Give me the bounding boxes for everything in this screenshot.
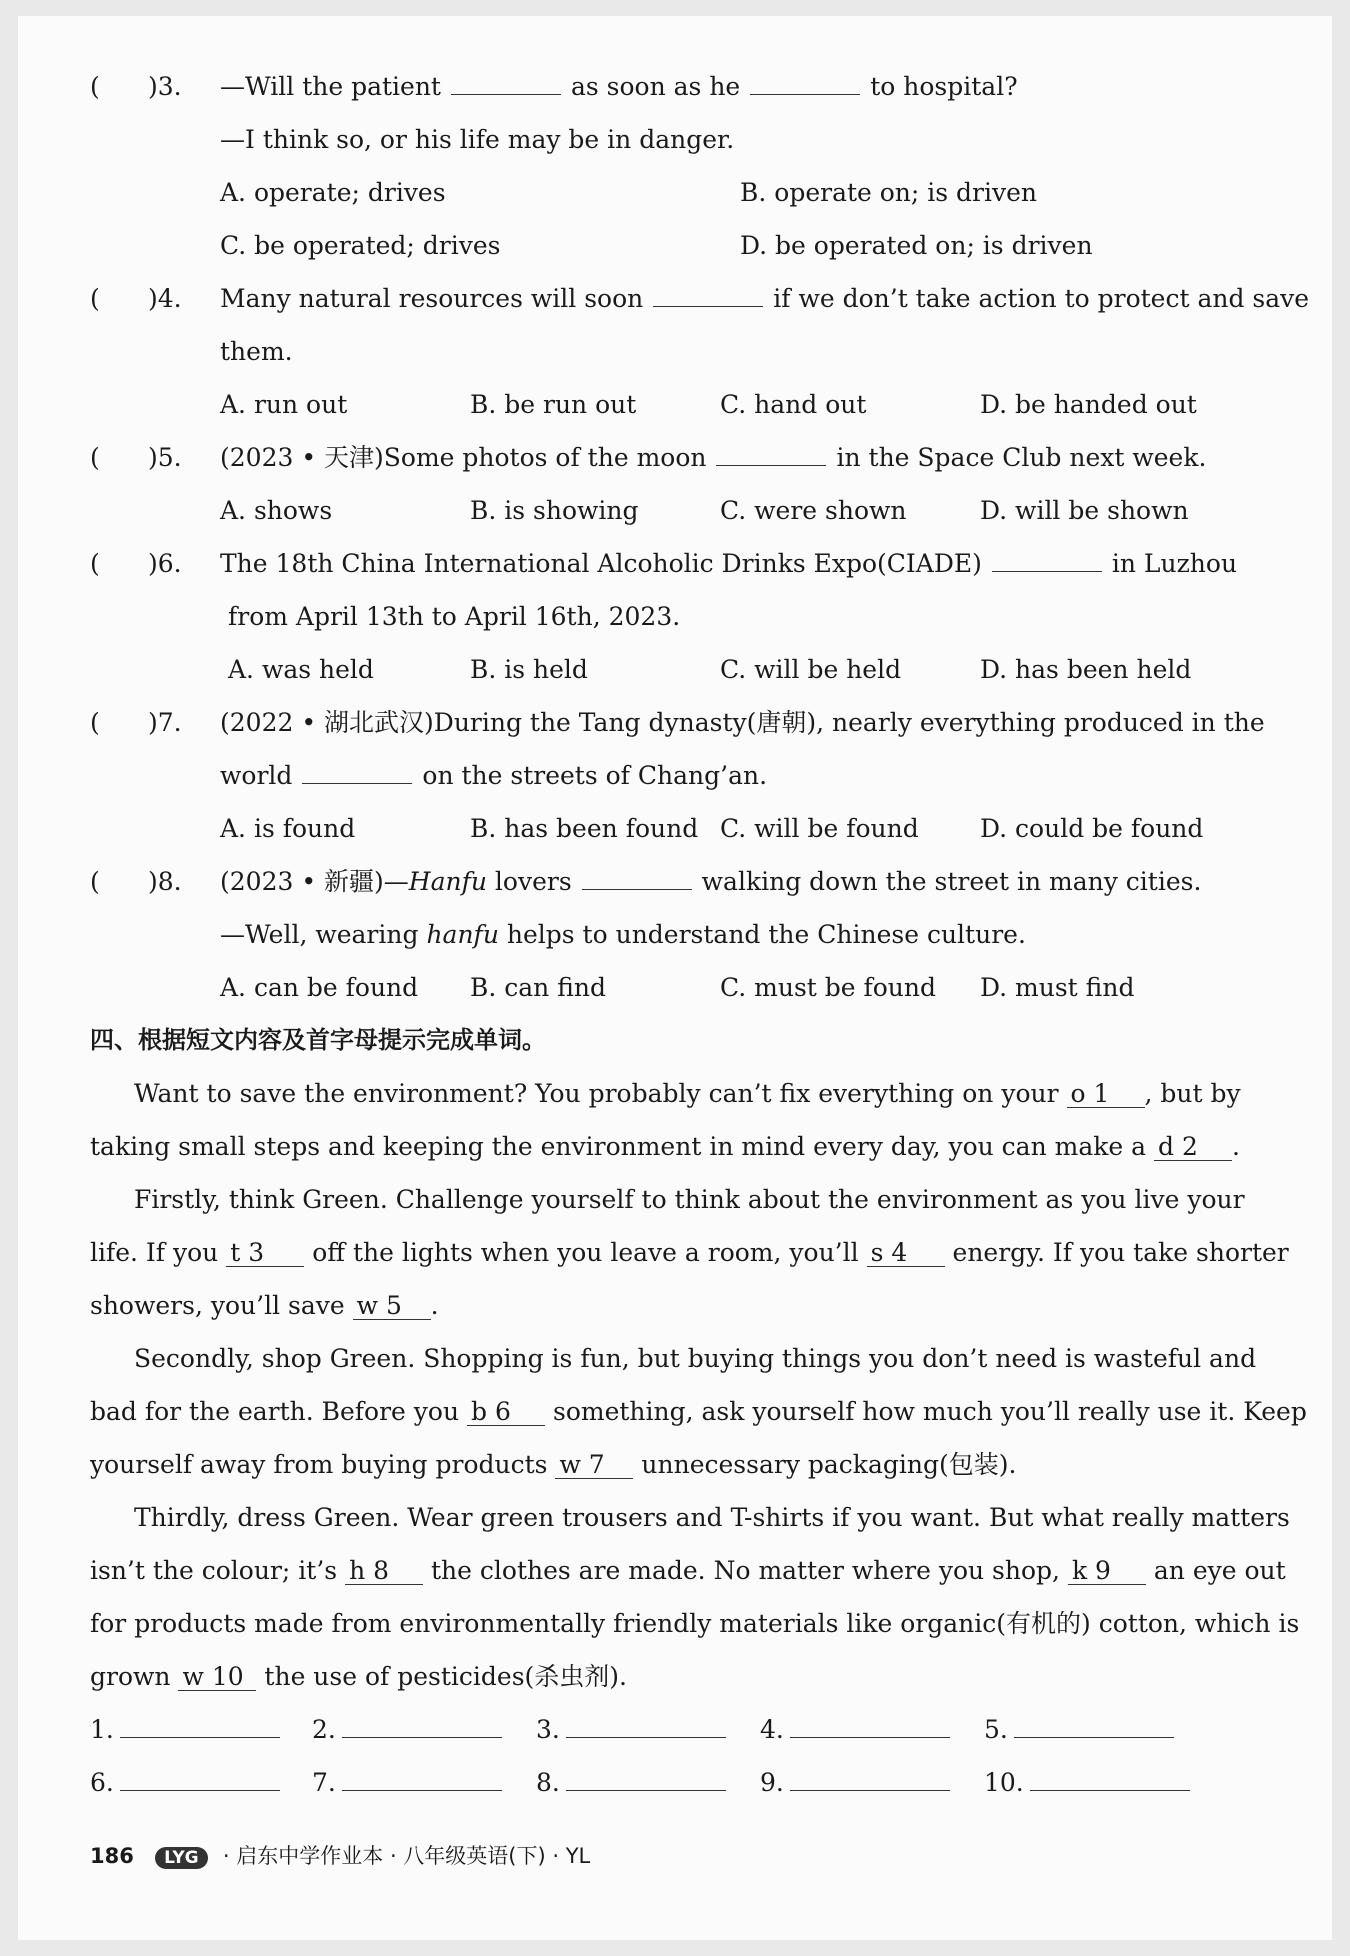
answer-line[interactable] — [342, 1715, 502, 1738]
answer-line[interactable] — [566, 1715, 726, 1738]
passage-line: for products made from environmentally friendly materials like organic(有机的) cotton, which is — [90, 1609, 1300, 1638]
option: D. be operated on; is driven — [740, 231, 1093, 260]
hint-blank: w 10 — [178, 1664, 256, 1691]
option: C. will be found — [720, 814, 919, 843]
page-number: 186 — [90, 1844, 134, 1868]
option: C. will be held — [720, 655, 902, 684]
question-6: ( )6. The 18th China International Alcoholic Drinks Expo(CIADE) in Luzhou — [90, 537, 1270, 590]
option: C. be operated; drives — [220, 231, 501, 260]
answer-number: 1. — [90, 1715, 114, 1744]
question-number: )4. — [148, 284, 182, 313]
option: B. is showing — [470, 496, 639, 525]
answer-line[interactable] — [566, 1768, 726, 1791]
option: B. is held — [470, 655, 588, 684]
answer-number: 5. — [984, 1715, 1008, 1744]
question-5: ( )5. (2023 • 天津)Some photos of the moon in the Space Club next week. — [90, 431, 1270, 484]
question-number: )6. — [148, 549, 182, 578]
question-number: )8. — [148, 867, 182, 896]
answer-line[interactable] — [120, 1768, 280, 1791]
question-8: ( )8. (2023 • 新疆)—Hanfu lovers walking down the street in many cities. — [90, 855, 1270, 908]
hint-blank: b 6 — [467, 1399, 545, 1426]
hint-blank: s 4 — [867, 1240, 945, 1267]
answer-line[interactable] — [1030, 1768, 1190, 1791]
question-number: )5. — [148, 443, 182, 472]
option: A. run out — [220, 390, 348, 419]
answer-number: 3. — [536, 1715, 560, 1744]
option: A. operate; drives — [220, 178, 446, 207]
option: D. must find — [980, 973, 1135, 1002]
option: A. was held — [228, 655, 374, 684]
option: A. is found — [220, 814, 356, 843]
answer-blank — [653, 284, 763, 307]
passage-line: showers, you’ll save w 5 . — [90, 1291, 439, 1320]
passage-line: Want to save the environment? You probably can’t fix everything on your o 1 , but by — [134, 1079, 1241, 1108]
question-4: ( )4. Many natural resources will soon if we don’t take action to protect and save — [90, 272, 1270, 325]
passage-line: yourself away from buying products w 7 unnecessary packaging(包装). — [90, 1450, 1017, 1479]
option: B. be run out — [470, 390, 637, 419]
answer-number: 4. — [760, 1715, 784, 1744]
option: C. must be found — [720, 973, 937, 1002]
answer-number: 7. — [312, 1768, 336, 1797]
option: A. shows — [220, 496, 333, 525]
passage-line: bad for the earth. Before you b 6 something, ask yourself how much you’ll really use it. Keep — [90, 1397, 1307, 1426]
answer-number: 6. — [90, 1768, 114, 1797]
publisher-logo: LYG — [155, 1847, 207, 1869]
option: C. hand out — [720, 390, 867, 419]
hint-blank: w 7 — [555, 1452, 633, 1479]
answer-line[interactable] — [120, 1715, 280, 1738]
hint-blank: d 2 — [1154, 1134, 1232, 1161]
question-number: )3. — [148, 72, 182, 101]
section-title: 四、根据短文内容及首字母提示完成单词。 — [90, 1026, 546, 1054]
answer-line[interactable] — [790, 1768, 950, 1791]
option: D. be handed out — [980, 390, 1197, 419]
question-7: ( )7. (2022 • 湖北武汉)During the Tang dynasty(唐朝), nearly everything produced in the — [90, 696, 1270, 749]
option: D. will be shown — [980, 496, 1189, 525]
question-number: )7. — [148, 708, 182, 737]
answer-row — [90, 1756, 1270, 1809]
answer-number: 9. — [760, 1768, 784, 1797]
answer-blank — [992, 549, 1102, 572]
passage-line: Firstly, think Green. Challenge yourself to think about the environment as you live your — [134, 1185, 1245, 1214]
answer-line[interactable] — [1014, 1715, 1174, 1738]
hint-blank: o 1 — [1067, 1081, 1145, 1108]
answer-line[interactable] — [790, 1715, 950, 1738]
answer-number: 2. — [312, 1715, 336, 1744]
answer-line[interactable] — [342, 1768, 502, 1791]
answer-blank — [716, 443, 826, 466]
option: A. can be found — [220, 973, 419, 1002]
passage-line: Secondly, shop Green. Shopping is fun, but buying things you don’t need is wasteful and — [134, 1344, 1257, 1373]
answer-blank — [302, 761, 412, 784]
passage-line: grown w 10 the use of pesticides(杀虫剂). — [90, 1662, 627, 1691]
option: B. operate on; is driven — [740, 178, 1038, 207]
answer-blank — [750, 72, 860, 95]
option: B. has been found — [470, 814, 699, 843]
option: D. could be found — [980, 814, 1204, 843]
option: C. were shown — [720, 496, 907, 525]
question-3: ( )3. —Will the patient as soon as he to hospital? — [90, 60, 1270, 113]
answer-row — [90, 1703, 1270, 1756]
exercise-content: ( )3. —Will the patient as soon as he to hospital? —I think so, or his life may be in danger. A. operate; drives B. operate on; is driven C. be operated; drives D. be operated on; is driven ( )4. Many natural resources will soon if we don’t take action to protect and save them. A. run out B. be run out C. hand out D. be handed out ( )5. (2023 • 天津)Some photos of the moon in the Space Club next week. A. shows B. is showing C. were shown D. will be shown ( )6. The 18th China International Alcoholic Drinks Expo(CIADE) in Luzhou from April 13th to April 16th, 2023. A. was held B. is held C. will be held D. has been held ( )7. (2022 • 湖北武汉)During the Tang dynasty(唐朝), nearly everything produced in the world on the streets of Chang’an. A. is found B. has been found C. will be found D. could be found ( )8. (2023 • 新疆)—Hanfu lovers walking down the street in many cities. —Well, wearing hanfu helps to understand the Chinese culture. A. can be found B. can find C. must be found D. must find 四、根据短文内容及首字母提示完成单词。 Want to save the environment? You probably can’t fix everything on your o 1 , but by taking small steps and keeping the environment in mind every day, you can make a d 2 . Firstly, think Green. Challenge yourself to think about the environment as you live your life. If you t 3 off the lights when you leave a room, you’ll s 4 energy. If you take shorter showers, you’ll save w 5 . Secondly, shop Green. Shopping is fun, but buying things you don’t need is wasteful and bad for the earth. Before you b 6 something, ask yourself how much you’ll really use it. Keep yourself away from buying products w 7 unnecessary packaging(包装). Thirdly, dress Green. Wear green trousers and T-shirts if you want. But what really matters isn’t the colour; it’s h 8 the clothes are made. No matter where you shop, k 9 an eye out for products made from environmentally friendly materials like organic(有机的) cotton, which is grown w 10 the use of pesticides(杀虫剂). 1. 2. 3. 4. 5. 6. 7. 8. 9. 10. — [90, 60, 1270, 1809]
answer-number: 8. — [536, 1768, 560, 1797]
answer-blank — [451, 72, 561, 95]
answer-number: 10. — [984, 1768, 1024, 1797]
passage-line: taking small steps and keeping the environment in mind every day, you can make a d 2 . — [90, 1132, 1240, 1161]
page-footer — [90, 1840, 590, 1870]
option: B. can find — [470, 973, 606, 1002]
hint-blank: h 8 — [345, 1558, 423, 1585]
hint-blank: k 9 — [1068, 1558, 1146, 1585]
passage-line: isn’t the colour; it’s h 8 the clothes are made. No matter where you shop, k 9 an eye out — [90, 1556, 1286, 1585]
hint-blank: w 5 — [353, 1293, 431, 1320]
passage-line: life. If you t 3 off the lights when you leave a room, you’ll s 4 energy. If you take shorter — [90, 1238, 1289, 1267]
option: D. has been held — [980, 655, 1192, 684]
hint-blank: t 3 — [226, 1240, 304, 1267]
answer-blank — [582, 867, 692, 890]
passage-line: Thirdly, dress Green. Wear green trousers and T-shirts if you want. But what really matters — [134, 1503, 1290, 1532]
book-title: · 启东中学作业本 · 八年级英语(下) · YL — [222, 1844, 591, 1868]
